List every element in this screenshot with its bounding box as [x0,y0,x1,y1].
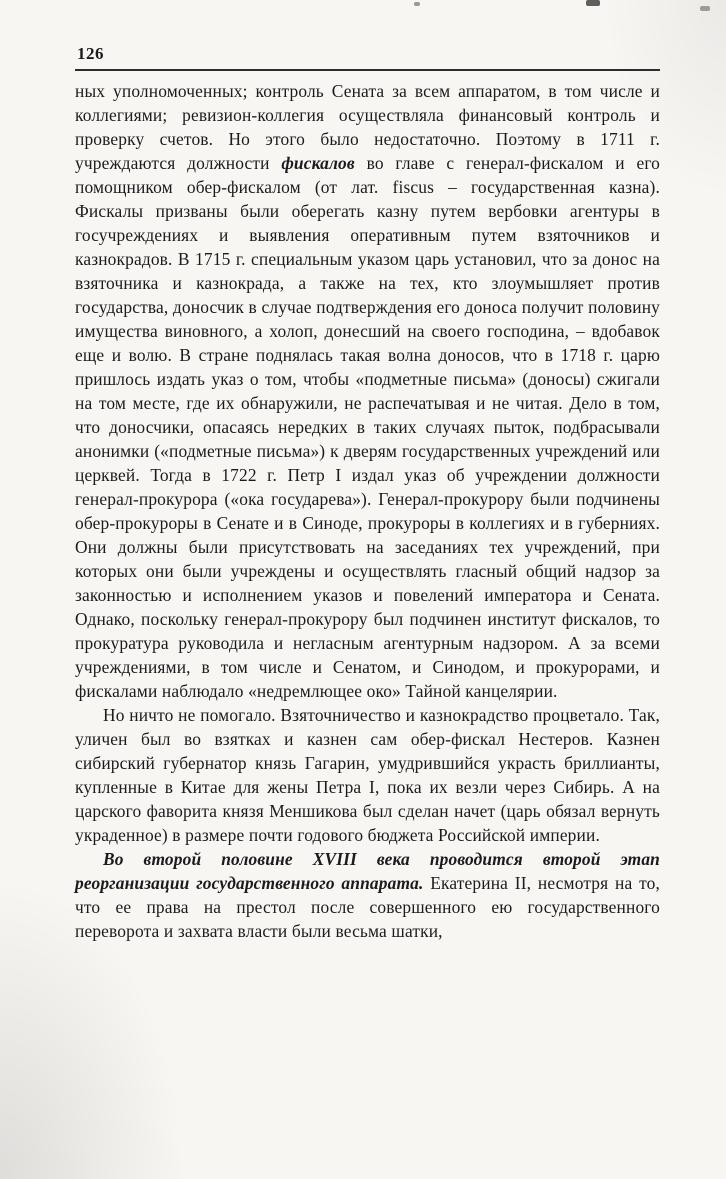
emphasized-term: фискалов [281,153,355,173]
scan-artifact [586,0,600,6]
text-segment: во главе с генерал-фискалом и его помощником обер-фискалом (от лат. fiscus – государственная казна). Фискалы призваны были оберегать казну путем вербовки агентуры в госучреждениях и выявления оперативным путем взяточников и казнокрадов. В 1715 г. специальным указом царь установил, что за донос на взяточника и казнокрада, а также на тех, кто злоумышляет против государства, доносчик в случае подтверждения его доноса получит половину имущества виновного, а холоп, донесший на своего господина, – вдобавок еще и волю. В стране поднялась такая волна доносов, что в 1718 г. царю пришлось издать указ о том, чтобы «подметные письма» (доносы) сжигали на том месте, где их обнаружили, не распечатывая и не читая. Дело в том, что доносчики, опасаясь нередких в таких случаях пыток, подбрасывали анонимки («подметные письма») к дверям государственных учреждений или церквей. Тогда в 1722 г. Петр I издал указ об учреждении должности генерал-прокурора («ока государева»). Генерал-прокурору были подчинены обер-прокуроры в Сенате и в Синоде, прокуроры в коллегиях и в губерниях. Они должны были присутствовать на заседаниях тех учреждений, при которых они были учреждены и осуществлять гласный общий надзор за законностью и исполнением указов и повелений императора и Сената. Однако, поскольку генерал-прокурору был подчинен институт фискалов, то прокуратура руководила и негласным агентурным надзором. А за всеми учреждениями, в том числе и Сенатом, и Синодом, и прокурорами, и фискалами наблюдало «недремлющее око» Тайной канцелярии. [75,153,661,701]
scan-artifact [700,6,710,11]
paragraph-3 [75,847,660,943]
paragraph-1 [75,79,660,703]
paragraph-2: Но ничто не помогало. Взяточничество и казнокрадство процветало. Так, уличен был во взятках и казнен сам обер-фискал Нестеров. Казнен сибирский губернатор князь Гагарин, умудрившийся украсть бриллианты, купленные в Китае для жены Петра I, пока их везли через Сибирь. А на царского фаворита князя Меншикова был сделан начет (царь обязал вернуть украденное) в размере почти годового бюджета Российской империи. [75,705,660,845]
text-segment: ных уполномоченных; контроль Сената за всем аппаратом, в том числе и коллегиями; ревизион-коллегия осуществляла финансовый контроль и проверку счетов. Но этого было недостаточно. Поэтому в 1711 г. учреждаются должности [75,81,660,173]
scan-artifact [414,2,420,6]
page-body [75,79,660,943]
emphasized-lead: Во второй половине XVIII века проводится второй этап реорганизации государственного аппарата. [75,849,660,893]
page-header [75,44,660,71]
page-number: 126 [77,44,104,63]
text-segment: Екатерина II, несмотря на то, что ее права на престол после совершенного ею государственного переворота и захвата власти были весьма шатки, [75,873,660,941]
header-rule [75,69,660,71]
